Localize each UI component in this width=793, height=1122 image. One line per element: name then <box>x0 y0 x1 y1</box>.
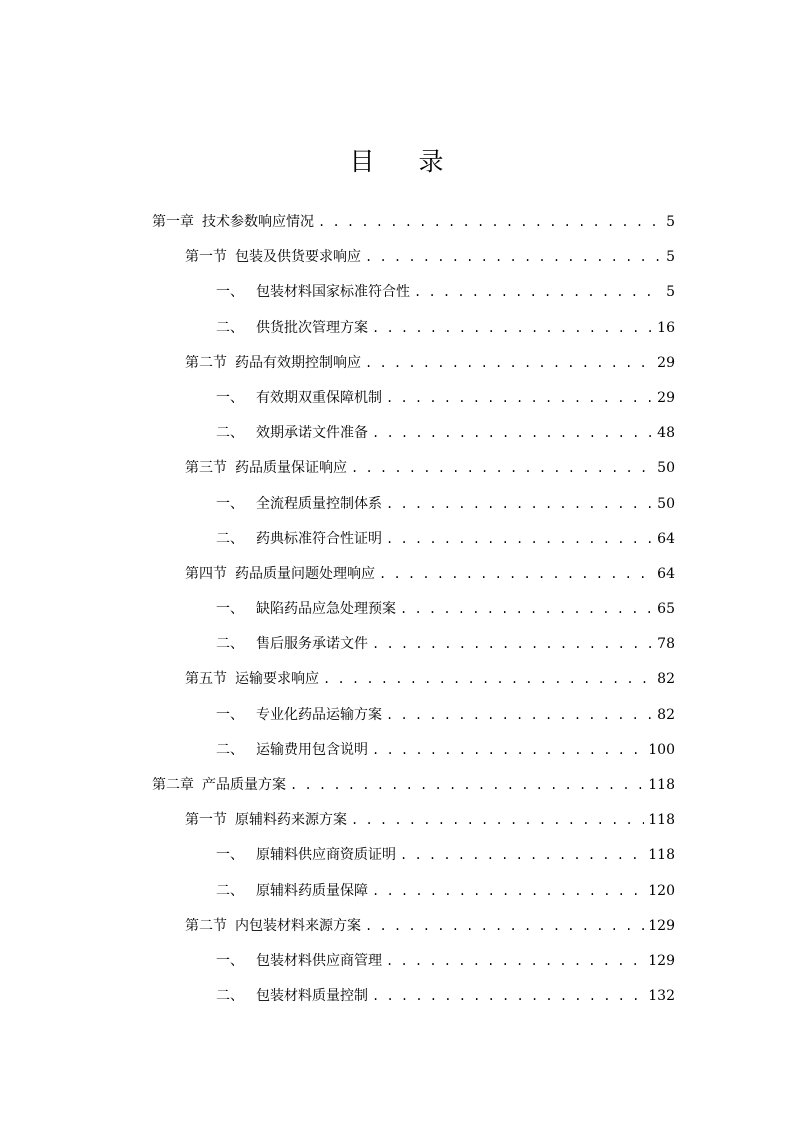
toc-entry-page-number: 129 <box>648 952 675 969</box>
toc-entry-page-number: 129 <box>648 917 675 934</box>
toc-entry-page-number: 120 <box>648 882 675 899</box>
toc-entry-label: 技术参数响应情况 <box>202 214 314 230</box>
dot-leader <box>372 986 644 1006</box>
toc-entry-page-number: 50 <box>657 495 675 512</box>
toc-entry-label: 包装及供货要求响应 <box>235 249 361 266</box>
toc-entry-number: 一、 <box>216 847 244 864</box>
toc-entry-label: 有效期双重保障机制 <box>256 389 382 406</box>
dot-leader <box>400 845 644 865</box>
toc-entry-label: 全流程质量控制体系 <box>256 495 382 512</box>
toc-entry-page-number: 82 <box>657 671 675 688</box>
toc-entry-number: 第二节 <box>185 354 227 371</box>
toc-entry-label: 药品有效期控制响应 <box>235 354 361 371</box>
dot-leader <box>414 282 659 302</box>
toc-entry-page-number: 48 <box>657 425 675 442</box>
toc-entry-page-number: 29 <box>657 354 675 371</box>
toc-subsection-entry[interactable] <box>152 494 675 529</box>
toc-subsection-entry[interactable] <box>152 282 675 317</box>
toc-section-entry[interactable] <box>152 458 675 493</box>
toc-entry-number: 第三节 <box>185 460 227 477</box>
toc-chapter-entry[interactable] <box>152 775 675 810</box>
dot-leader <box>372 634 653 654</box>
toc-entry-page-number: 64 <box>657 565 675 582</box>
toc-entry-label: 包装材料质量控制 <box>256 988 368 1005</box>
dot-leader <box>290 775 644 795</box>
toc-section-entry[interactable] <box>152 564 675 599</box>
toc-section-entry[interactable] <box>152 353 675 388</box>
toc-entry-page-number: 100 <box>648 741 675 758</box>
dot-leader <box>386 388 653 408</box>
toc-entry-number: 第一节 <box>185 249 227 266</box>
toc-entry-number: 二、 <box>216 741 244 758</box>
dot-leader <box>351 810 644 830</box>
dot-leader <box>386 951 644 971</box>
toc-entry-number: 二、 <box>216 988 244 1005</box>
toc-entry-number: 一、 <box>216 495 244 512</box>
toc-entry-page-number: 118 <box>648 812 675 829</box>
dot-leader <box>400 599 653 619</box>
toc-subsection-entry[interactable] <box>152 705 675 740</box>
toc-entry-page-number: 29 <box>657 389 675 406</box>
toc-subsection-entry[interactable] <box>152 881 675 916</box>
toc-subsection-entry[interactable] <box>152 423 675 458</box>
toc-entry-number: 一、 <box>216 601 244 618</box>
toc-entry-label: 售后服务承诺文件 <box>256 636 368 653</box>
toc-entry-number: 一、 <box>216 952 244 969</box>
dot-leader <box>351 458 653 478</box>
dot-leader <box>372 881 644 901</box>
toc-entry-number: 第五节 <box>185 671 227 688</box>
toc-section-entry[interactable] <box>152 247 675 282</box>
toc-entry-number: 二、 <box>216 882 244 899</box>
toc-entry-number: 第一节 <box>185 812 227 829</box>
toc-subsection-entry[interactable] <box>152 845 675 880</box>
toc-entry-label: 原辅料药来源方案 <box>235 812 347 829</box>
toc-entry-page-number: 50 <box>657 460 675 477</box>
toc-entry-page-number: 5 <box>666 249 675 266</box>
dot-leader <box>379 564 653 584</box>
toc-entry-page-number: 78 <box>657 636 675 653</box>
dot-leader <box>365 353 653 373</box>
toc-entry-number: 二、 <box>216 636 244 653</box>
toc-section-entry[interactable] <box>152 669 675 704</box>
toc-subsection-entry[interactable] <box>152 634 675 669</box>
toc-subsection-entry[interactable] <box>152 740 675 775</box>
dot-leader <box>365 916 644 936</box>
toc-entry-page-number: 5 <box>666 214 675 230</box>
toc-subsection-entry[interactable] <box>152 951 675 986</box>
toc-entry-page-number: 118 <box>648 777 675 793</box>
toc-entry-number: 第一章 <box>152 214 194 230</box>
toc-entry-label: 产品质量方案 <box>202 777 286 793</box>
toc-subsection-entry[interactable] <box>152 388 675 423</box>
toc-entry-page-number: 132 <box>648 988 675 1005</box>
toc-title: 目 录 <box>349 147 462 176</box>
toc-subsection-entry[interactable] <box>152 529 675 564</box>
toc-entry-label: 原辅料供应商资质证明 <box>256 847 396 864</box>
toc-entry-number: 第二章 <box>152 777 194 793</box>
toc-entry-page-number: 118 <box>648 847 675 864</box>
toc-entry-label: 原辅料药质量保障 <box>256 882 368 899</box>
toc-entry-number: 二、 <box>216 530 244 547</box>
toc-entry-number: 一、 <box>216 706 244 723</box>
toc-entry-label: 内包装材料来源方案 <box>235 917 361 934</box>
dot-leader <box>372 423 653 443</box>
toc-entry-number: 一、 <box>216 389 244 406</box>
toc-entry-page-number: 64 <box>657 530 675 547</box>
toc-entry-label: 药品质量问题处理响应 <box>235 565 375 582</box>
toc-entry-number: 二、 <box>216 319 244 336</box>
toc-entry-page-number: 16 <box>657 319 675 336</box>
toc-entry-number: 一、 <box>216 284 244 301</box>
toc-entry-page-number: 5 <box>666 284 675 301</box>
toc-subsection-entry[interactable] <box>152 986 675 1021</box>
toc-entry-label: 包装材料国家标准符合性 <box>256 284 410 301</box>
toc-entry-label: 药品质量保证响应 <box>235 460 347 477</box>
toc-entry-number: 第四节 <box>185 565 227 582</box>
toc-section-entry[interactable] <box>152 916 675 951</box>
toc-entry-label: 药典标准符合性证明 <box>256 530 382 547</box>
toc-subsection-entry[interactable] <box>152 318 675 353</box>
toc-entry-label: 运输费用包含说明 <box>256 741 368 758</box>
toc-entry-label: 专业化药品运输方案 <box>256 706 382 723</box>
toc-entry-number: 二、 <box>216 425 244 442</box>
dot-leader <box>372 740 644 760</box>
toc-entry-page-number: 82 <box>657 706 675 723</box>
toc-entry-label: 缺陷药品应急处理预案 <box>256 601 396 618</box>
table-of-contents <box>152 212 675 1021</box>
dot-leader <box>386 529 653 549</box>
toc-entry-label: 效期承诺文件准备 <box>256 425 368 442</box>
dot-leader <box>323 669 653 689</box>
dot-leader <box>386 494 653 514</box>
toc-entry-label: 包装材料供应商管理 <box>256 952 382 969</box>
toc-entry-number: 第二节 <box>185 917 227 934</box>
dot-leader <box>318 212 659 232</box>
toc-entry-page-number: 65 <box>657 601 675 618</box>
dot-leader <box>386 705 653 725</box>
dot-leader <box>372 318 653 338</box>
toc-entry-label: 供货批次管理方案 <box>256 319 368 336</box>
toc-chapter-entry[interactable] <box>152 212 675 247</box>
toc-subsection-entry[interactable] <box>152 599 675 634</box>
toc-section-entry[interactable] <box>152 810 675 845</box>
dot-leader <box>365 247 659 267</box>
toc-entry-label: 运输要求响应 <box>235 671 319 688</box>
